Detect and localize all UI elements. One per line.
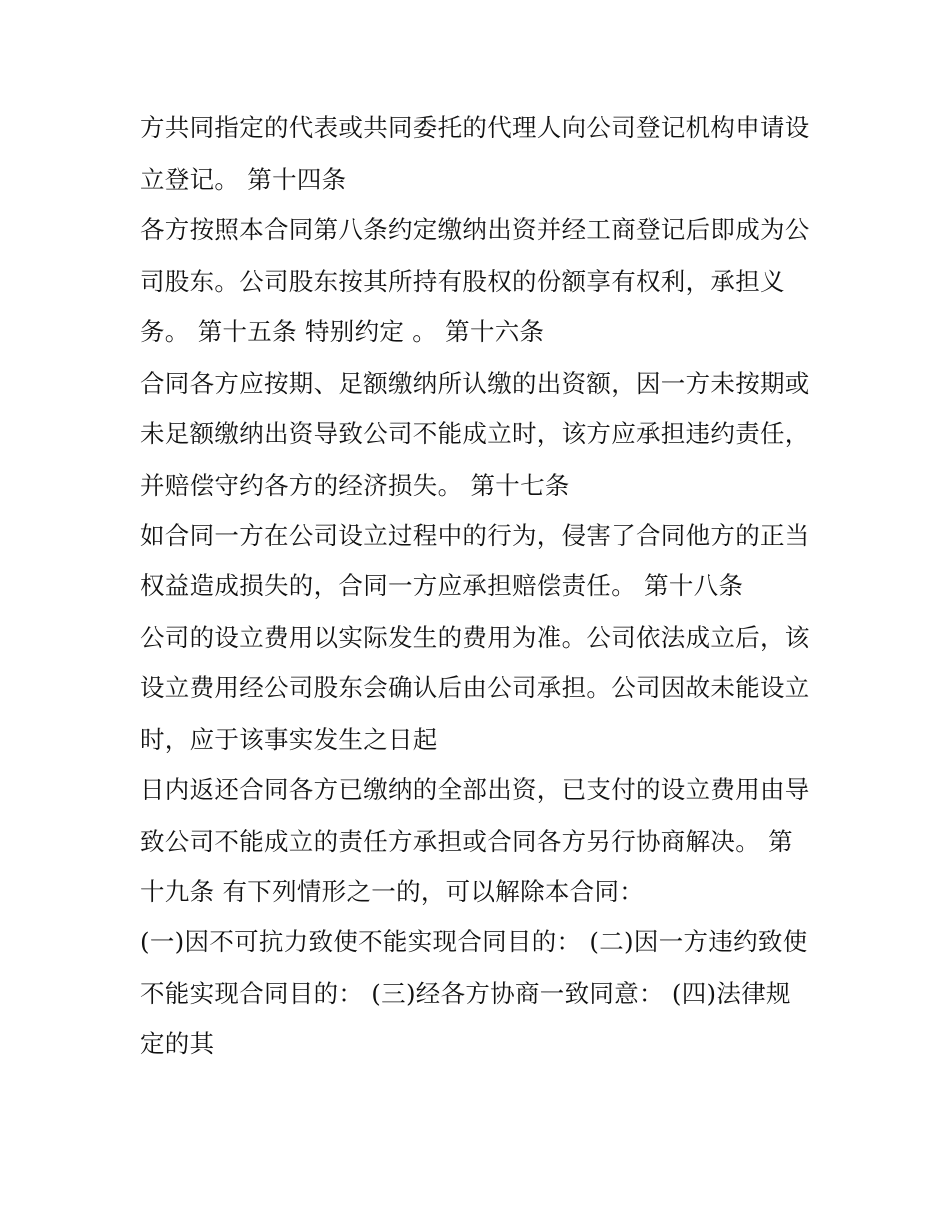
text-line: 日内返还合同各方已缴纳的全部出资，已支付的设立费用由导 [140,775,810,804]
text-line: 不能实现合同目的： (三)经各方协商一致同意： (四)法律规 [140,979,791,1008]
text-line: 未足额缴纳出资导致公司不能成立时，该方应承担违约责任， [140,419,810,448]
text-line: 权益造成损失的，合同一方应承担赔偿责任。 第十八条 [140,571,744,600]
text-line: 如合同一方在公司设立过程中的行为，侵害了合同他方的正当 [140,521,810,550]
text-line: 设立费用经公司股东会确认后由公司承担。公司因故未能设立 [140,673,810,702]
text-line: 时，应于该事实发生之日起 [140,725,438,754]
text-line: 合同各方应按期、足额缴纳所认缴的出资额，因一方未按期或 [140,369,810,398]
text-line: 各方按照本合同第八条约定缴纳出资并经工商登记后即成为公 [140,215,810,244]
text-line: 司股东。公司股东按其所持有股权的份额享有权利，承担义 [140,267,785,296]
text-line: 致公司不能成立的责任方承担或合同各方另行协商解决。 第 [140,827,793,856]
text-line: 公司的设立费用以实际发生的费用为准。公司依法成立后，该 [140,623,810,652]
text-line: 定的其 [140,1029,215,1058]
text-line: 立登记。 第十四条 [140,165,347,194]
text-line: 十九条 有下列情形之一的，可以解除本合同： [140,877,645,906]
text-line: (一)因不可抗力致使不能实现合同目的： (二)因一方违约致使 [140,927,808,956]
text-line: 并赔偿守约各方的经济损失。 第十七条 [140,471,570,500]
text-line: 务。 第十五条 特别约定 。 第十六条 [140,317,545,346]
text-line: 方共同指定的代表或共同委托的代理人向公司登记机构申请设 [140,113,810,142]
